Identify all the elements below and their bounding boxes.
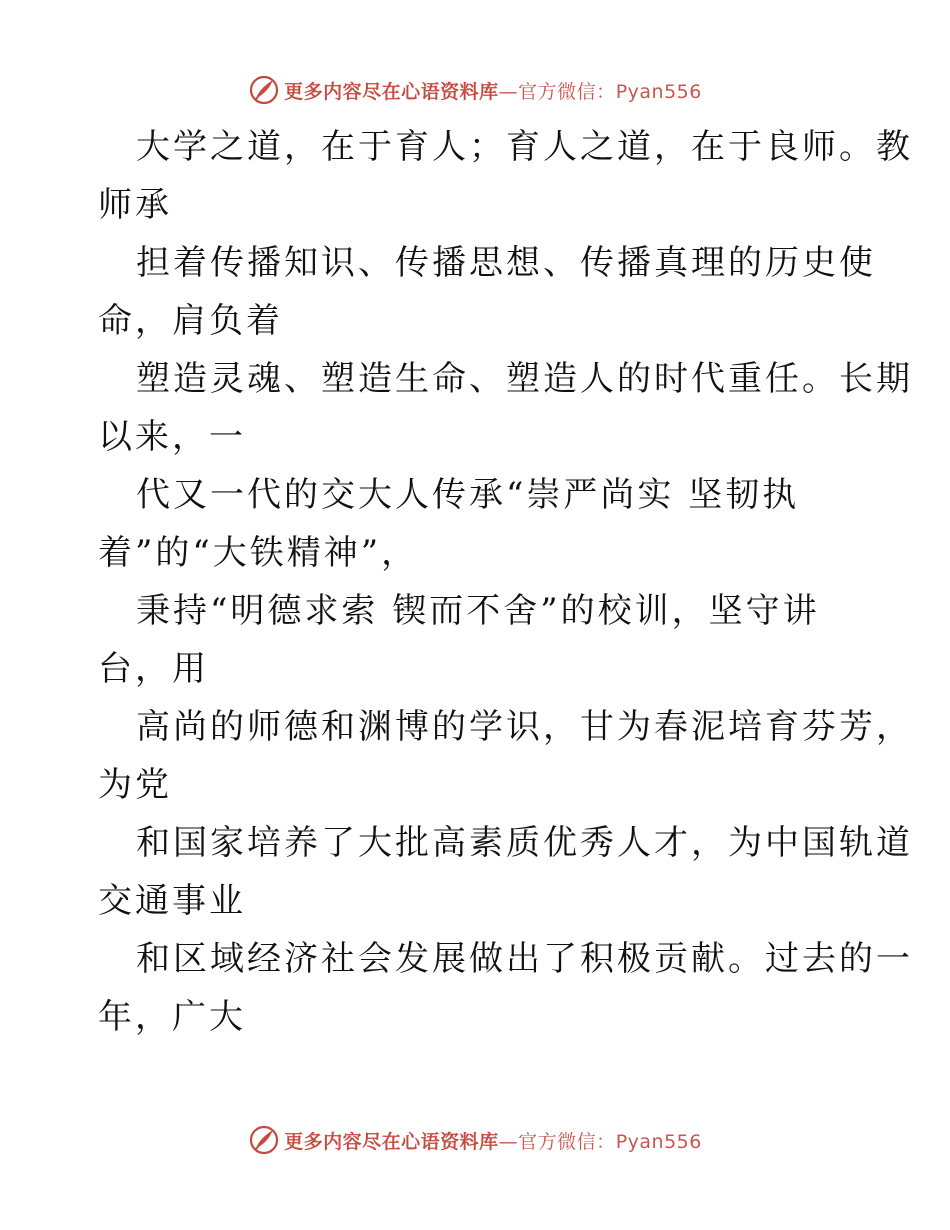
text-line: 大学之道，在于育人；育人之道，在于良师。教 bbox=[136, 127, 913, 167]
text-line: 和国家培养了大批高素质优秀人才，为中国轨道 bbox=[136, 823, 913, 863]
text-line: 命，肩负着 bbox=[98, 301, 283, 341]
footer-banner-text bbox=[284, 1127, 702, 1154]
footer-banner bbox=[0, 1120, 950, 1160]
text-line: 交通事业 bbox=[98, 881, 246, 921]
text-line: 为党 bbox=[98, 765, 172, 805]
footer-banner-id: Pyan556 bbox=[615, 1130, 702, 1153]
text-line: 秉持“明德求索 锲而不舍”的校训，坚守讲 bbox=[136, 591, 820, 631]
text-line: 着”的“大铁精神”， bbox=[98, 533, 419, 573]
text-line: 塑造灵魂、塑造生命、塑造人的时代重任。长期 bbox=[136, 359, 913, 399]
footer-banner-wechat: 官方微信： bbox=[518, 1130, 616, 1153]
text-line: 高尚的师德和渊博的学识，甘为春泥培育芬芳， bbox=[136, 707, 913, 747]
footer-banner-sep: — bbox=[498, 1130, 519, 1153]
text-line: 台，用 bbox=[98, 649, 209, 689]
quill-pen-logo-icon bbox=[248, 1124, 280, 1156]
text-line: 师承 bbox=[98, 185, 172, 225]
header-banner-wechat: 官方微信： bbox=[518, 80, 616, 103]
text-line: 代又一代的交大人传承“崇严尚实 坚韧执 bbox=[136, 475, 800, 515]
text-line: 以来，一 bbox=[98, 417, 246, 457]
quill-pen-logo-icon bbox=[248, 74, 280, 106]
header-banner-main: 更多内容尽在心语资料库 bbox=[284, 80, 499, 103]
text-line: 年，广大 bbox=[98, 997, 246, 1037]
header-banner-sep: — bbox=[498, 80, 519, 103]
header-banner-text bbox=[284, 77, 702, 104]
text-line: 和区域经济社会发展做出了积极贡献。过去的一 bbox=[136, 939, 913, 979]
header-banner bbox=[0, 70, 950, 110]
header-banner-id: Pyan556 bbox=[615, 80, 702, 103]
document-body bbox=[98, 118, 913, 1046]
text-line: 担着传播知识、传播思想、传播真理的历史使 bbox=[136, 243, 876, 283]
footer-banner-main: 更多内容尽在心语资料库 bbox=[284, 1130, 499, 1153]
